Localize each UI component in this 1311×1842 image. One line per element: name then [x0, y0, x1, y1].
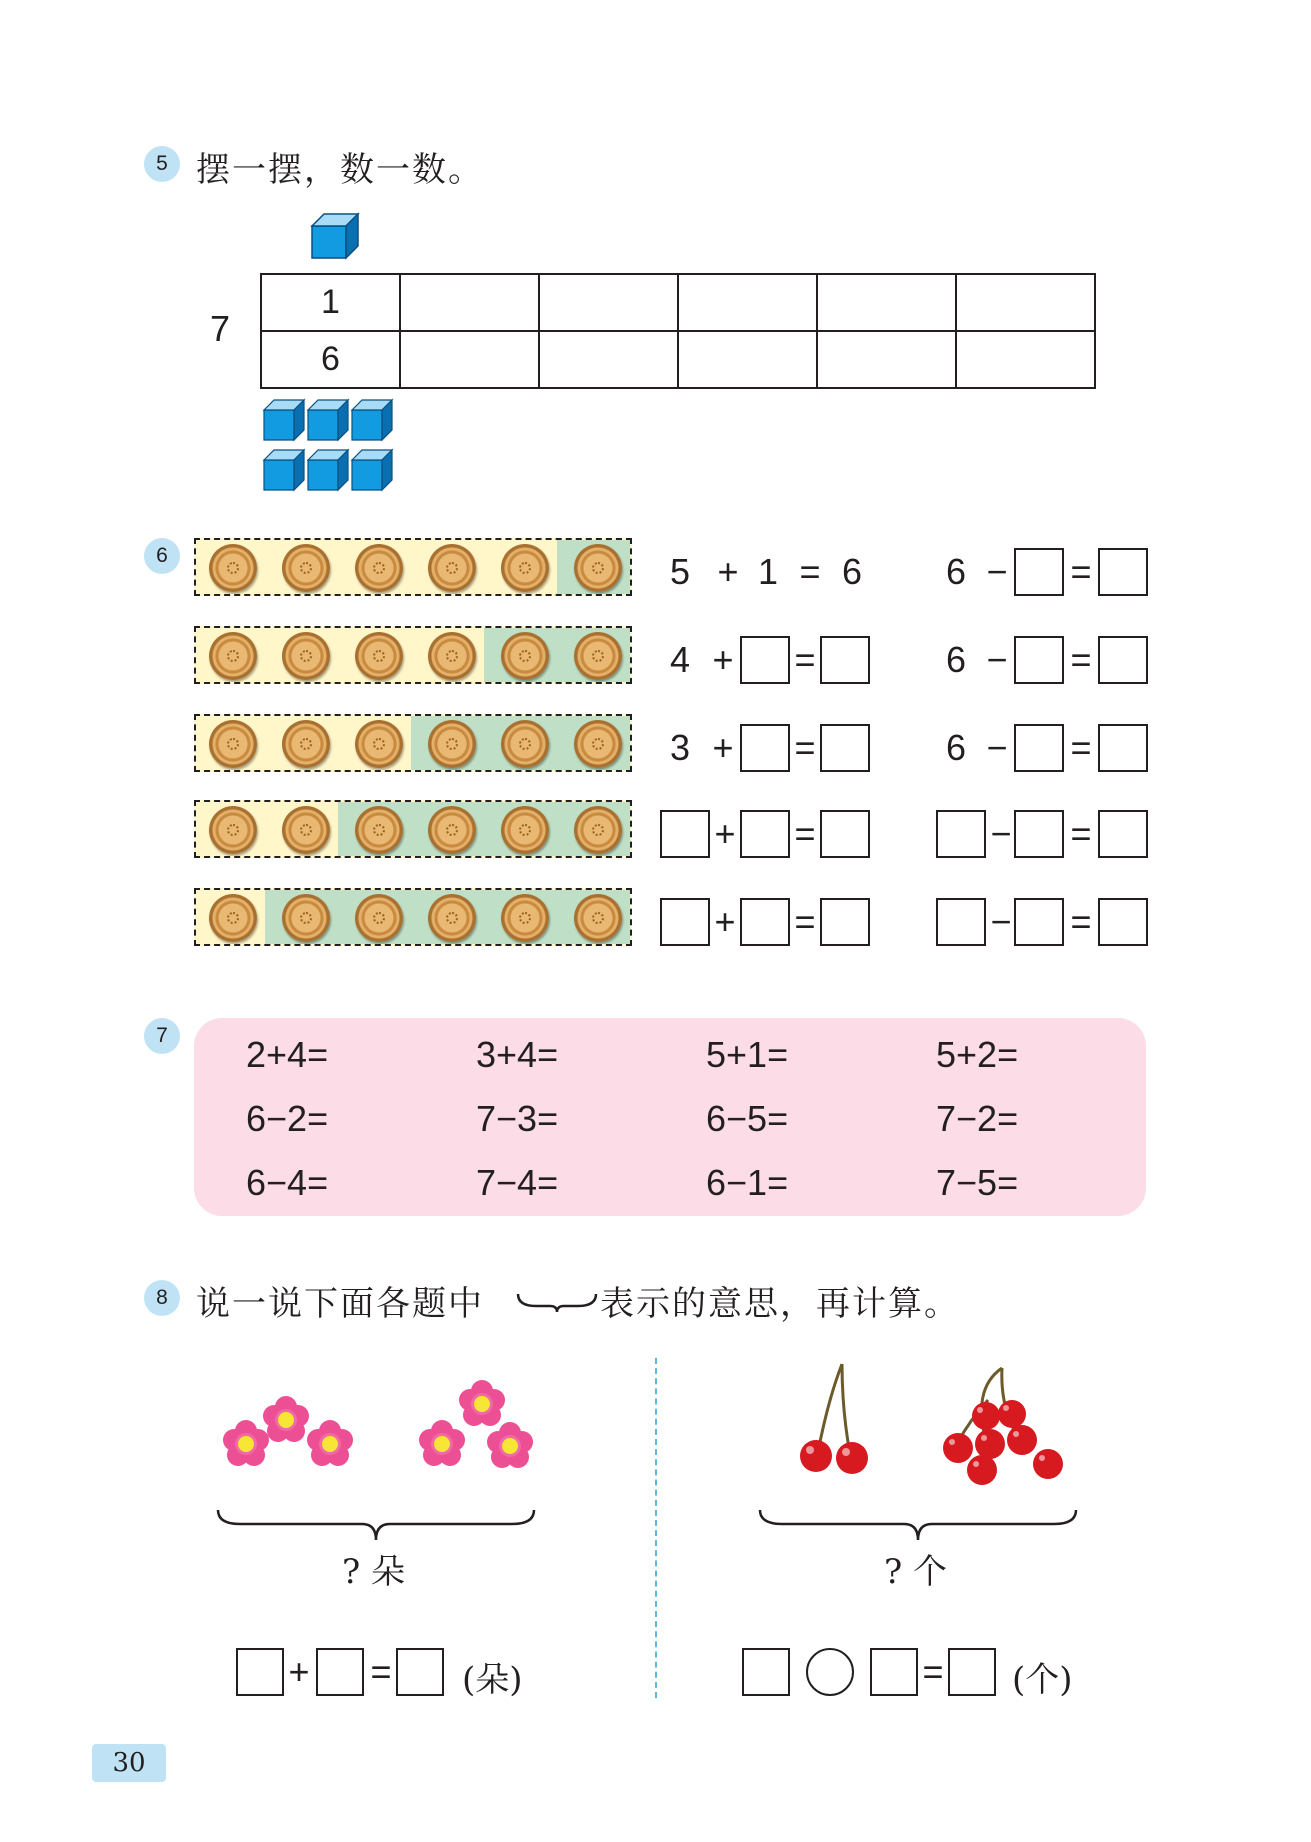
row1-add-b: 1 — [757, 551, 779, 592]
cookie-icon — [501, 806, 549, 854]
row2-add-a: 4 — [669, 639, 691, 680]
cookie-icon — [355, 806, 403, 854]
answer-box[interactable] — [1014, 636, 1064, 684]
answer-box[interactable] — [820, 724, 870, 772]
cookie-icon — [209, 720, 257, 768]
answer-box[interactable] — [740, 724, 790, 772]
row3-add-eq: = — [794, 727, 816, 768]
cookie-icon — [501, 632, 549, 680]
answer-box[interactable] — [820, 898, 870, 946]
row3-sub-a: 6 — [945, 727, 967, 768]
cookie-icon — [209, 544, 257, 592]
answer-box[interactable] — [236, 1648, 284, 1696]
cookie-icon — [574, 544, 622, 592]
answer-box[interactable] — [1098, 898, 1148, 946]
exercise-7-badge: 7 — [144, 1018, 180, 1054]
cookie-icon — [355, 894, 403, 942]
cookie-icon — [428, 632, 476, 680]
cookie-icon — [355, 544, 403, 592]
answer-box[interactable] — [742, 1648, 790, 1696]
problem: 7−4= — [476, 1162, 559, 1203]
answer-box[interactable] — [1014, 898, 1064, 946]
cookie-icon — [428, 894, 476, 942]
cookie-icon — [574, 632, 622, 680]
row3-sub-minus: − — [986, 727, 1008, 768]
cookie-icon — [282, 632, 330, 680]
cookie-strip — [194, 800, 632, 858]
answer-box[interactable] — [396, 1648, 444, 1696]
problem: 5+2= — [936, 1034, 1019, 1075]
cookie-icon — [574, 894, 622, 942]
cookie-strip — [194, 888, 632, 946]
table-cell[interactable] — [817, 331, 956, 388]
cookie-icon — [574, 806, 622, 854]
table-cell[interactable] — [539, 274, 678, 331]
problem: 3+4= — [476, 1034, 559, 1075]
answer-box[interactable] — [948, 1648, 996, 1696]
table-cell-bottom-1: 6 — [261, 331, 400, 388]
problem: 6−4= — [246, 1162, 329, 1203]
answer-box[interactable] — [936, 810, 986, 858]
operator-circle[interactable] — [806, 1648, 854, 1696]
answer-box[interactable] — [820, 810, 870, 858]
problem: 6−1= — [706, 1162, 789, 1203]
problem: 2+4= — [246, 1034, 329, 1075]
row1-sub-a: 6 — [945, 551, 967, 592]
cookie-icon — [282, 806, 330, 854]
row5-sub-minus: − — [990, 901, 1012, 942]
row3-add-a: 3 — [669, 727, 691, 768]
answer-box[interactable] — [936, 898, 986, 946]
right-brace-icon — [758, 1506, 1078, 1546]
cookie-icon — [428, 806, 476, 854]
exercise-6-badge: 6 — [144, 538, 180, 574]
left-plus: + — [288, 1651, 310, 1692]
exercise-5-title: 摆一摆，数一数。 — [196, 150, 484, 190]
table-cell[interactable] — [678, 274, 817, 331]
row5-add-eq: = — [794, 901, 816, 942]
total-number: 7 — [210, 308, 231, 349]
cookie-icon — [209, 806, 257, 854]
cookie-icon — [282, 894, 330, 942]
answer-box[interactable] — [740, 810, 790, 858]
table-cell[interactable] — [956, 331, 1095, 388]
problem: 5+1= — [706, 1034, 789, 1075]
table-cell[interactable] — [956, 274, 1095, 331]
row1-add-plus: + — [717, 551, 739, 592]
cookie-icon — [355, 720, 403, 768]
answer-box[interactable] — [1014, 548, 1064, 596]
left-equals: = — [370, 1651, 392, 1692]
table-cell[interactable] — [817, 274, 956, 331]
table-cell[interactable] — [400, 331, 539, 388]
cookie-strip — [194, 714, 632, 772]
cherries-image — [770, 1360, 1090, 1490]
cookie-icon — [574, 720, 622, 768]
single-cube-icon — [310, 212, 362, 262]
row4-sub-minus: − — [990, 813, 1012, 854]
cookie-icon — [355, 632, 403, 680]
row2-add-eq: = — [794, 639, 816, 680]
exercise-8-title-end: 表示的意思，再计算。 — [600, 1284, 960, 1324]
row2-add-plus: + — [712, 639, 734, 680]
divider-line — [655, 1358, 657, 1698]
left-question: ? 朵 — [342, 1552, 406, 1592]
exercise-8-title-start: 说一说下面各题中 — [196, 1284, 484, 1324]
answer-box[interactable] — [1098, 810, 1148, 858]
right-equals: = — [922, 1651, 944, 1692]
row1-sub-eq: = — [1070, 551, 1092, 592]
cookie-icon — [428, 544, 476, 592]
left-unit: (朵) — [462, 1660, 523, 1700]
answer-box[interactable] — [1098, 636, 1148, 684]
answer-box[interactable] — [1014, 724, 1064, 772]
answer-box[interactable] — [660, 898, 710, 946]
row5-add-plus: + — [714, 901, 736, 942]
page-number: 30 — [92, 1744, 166, 1782]
cookie-strip — [194, 626, 632, 684]
problem: 7−3= — [476, 1098, 559, 1139]
cookie-icon — [282, 720, 330, 768]
row2-sub-a: 6 — [945, 639, 967, 680]
row3-add-plus: + — [712, 727, 734, 768]
cookie-icon — [209, 632, 257, 680]
answer-box[interactable] — [1014, 810, 1064, 858]
six-cubes-icon — [262, 398, 404, 492]
row4-sub-eq: = — [1070, 813, 1092, 854]
row3-sub-eq: = — [1070, 727, 1092, 768]
answer-box[interactable] — [820, 636, 870, 684]
row1-add-a: 5 — [669, 551, 691, 592]
table-cell-top-1: 1 — [261, 274, 400, 331]
row2-sub-minus: − — [986, 639, 1008, 680]
answer-box[interactable] — [1098, 548, 1148, 596]
problem: 7−2= — [936, 1098, 1019, 1139]
table-cell[interactable] — [539, 331, 678, 388]
row1-add-sum: 6 — [841, 551, 863, 592]
row2-sub-eq: = — [1070, 639, 1092, 680]
cookie-icon — [501, 544, 549, 592]
brace-symbol-icon — [516, 1288, 598, 1314]
problem: 7−5= — [936, 1162, 1019, 1203]
table-cell[interactable] — [400, 274, 539, 331]
answer-box[interactable] — [660, 810, 710, 858]
flowers-image — [200, 1360, 600, 1490]
exercise-8-badge: 8 — [144, 1280, 180, 1316]
answer-box[interactable] — [870, 1648, 918, 1696]
cookie-icon — [428, 720, 476, 768]
cookie-icon — [501, 720, 549, 768]
row4-add-plus: + — [714, 813, 736, 854]
left-brace-icon — [216, 1506, 536, 1546]
row5-sub-eq: = — [1070, 901, 1092, 942]
row1-add-eq: = — [799, 551, 821, 592]
cookie-strip — [194, 538, 632, 596]
answer-box[interactable] — [316, 1648, 364, 1696]
cookie-icon — [282, 544, 330, 592]
cookie-icon — [209, 894, 257, 942]
row1-sub-minus: − — [986, 551, 1008, 592]
problem: 6−2= — [246, 1098, 329, 1139]
problem: 6−5= — [706, 1098, 789, 1139]
cookie-icon — [501, 894, 549, 942]
answer-box[interactable] — [1098, 724, 1148, 772]
right-question: ? 个 — [884, 1552, 948, 1592]
table-cell[interactable] — [678, 331, 817, 388]
answer-box[interactable] — [740, 898, 790, 946]
decomposition-table — [260, 273, 1096, 389]
exercise-5-badge: 5 — [144, 146, 180, 182]
row4-add-eq: = — [794, 813, 816, 854]
right-unit: (个) — [1012, 1660, 1073, 1700]
answer-box[interactable] — [740, 636, 790, 684]
